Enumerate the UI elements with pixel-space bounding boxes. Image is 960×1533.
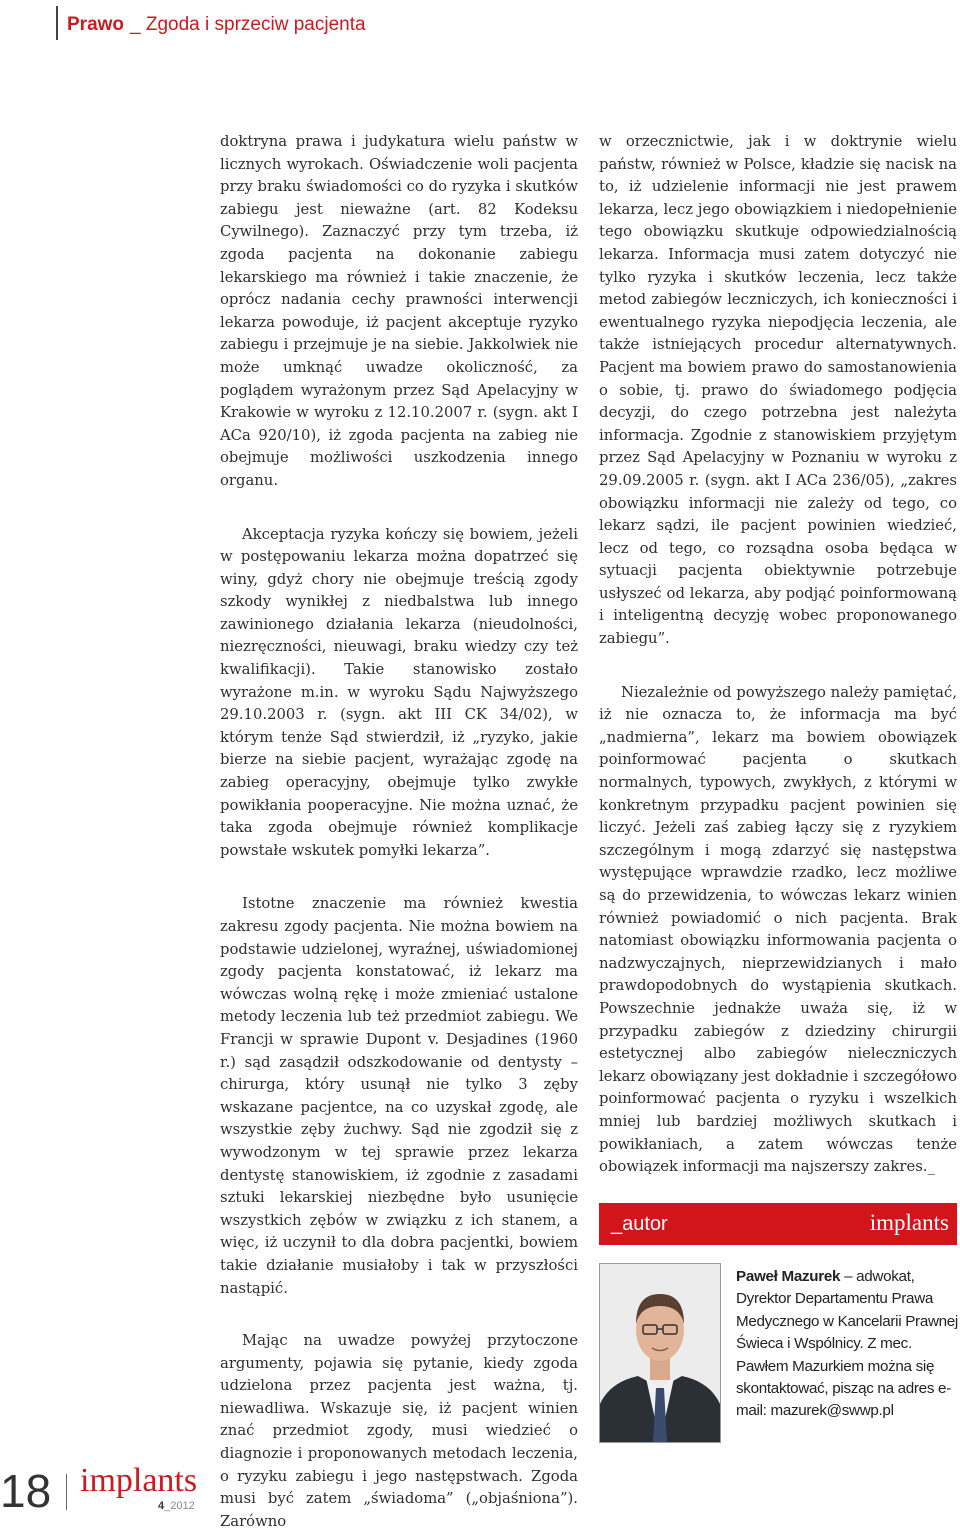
author-bio [736, 1266, 958, 1423]
text-column-left [220, 131, 578, 1533]
issue-number [158, 1500, 195, 1512]
issue-year: _2012 [164, 1500, 195, 1512]
author-label: _autor [611, 1213, 668, 1235]
page-number: 18 [0, 1465, 52, 1517]
paragraph: doktryna prawa i judykatura wielu państw w licznych wyrokach. Oświadczenie woli pacjenta przy braku świadomości co do ryzyka i skutków zabiegu jest nieważne (art. 82 Kodeksu Cywilnego). Zaznaczyć przy tym trzeba, iż zgoda pacjenta na dokonanie zabiegu lekarskiego ma również i takie znaczenie, że oprócz nadania cechy prawności interwencji lekarza powoduje, iż pacjent akceptuje ryzyko zabiegu i przejmuje je na siebie. Jakkolwiek nie może umknąć uwadze okoliczność, za poglądem wyrażonym przez Sąd Apelacyjny w Krakowie w wyroku z 12.10.2007 r. (sygn. akt I ACa 920/10), iż zgoda pacjenta na zabieg nie obejmuje możliwości uszkodzenia innego organu. [220, 133, 578, 489]
footer-divider [66, 1474, 67, 1510]
paragraph: Niezależnie od powyższego należy pamiętać, iż nie oznacza to, że informacja ma być „nadmierna”, lekarz ma bowiem obowiązek poinformować pacjenta o skutkach normalnych, typowych, zwykłych, z którymi w konkretnym przypadku pacjent powinien się liczyć. Jeżeli zaś zabieg łączy się z ryzykiem szczególnym i mogą zdarzyć się następstwa występujące wprawdzie rzadko, lecz możliwe są do przewidzenia, to wówczas lekarz winien również powiadomić o nich pacjenta. Brak natomiast obowiązku informowania pacjenta o nadzwyczajnych, nieprzewidzianych i mało prawdopodobnych do wystąpienia skutkach. Powszechnie jednakże uważa się, iż w przypadku zabiegów z dziedziny chirurgii estetycznej albo zabiegów nieleczniczych lekarz obowiązany jest dokładnie i szczegółowo poinformować pacjenta o ryzyku i wszelkich mniej lub bardziej możliwych skutkach i powikłaniach, a zatem wówczas tenże obowiązek informacji ma najszerszy zakres._ [599, 683, 957, 1176]
footer-logo: implants [80, 1462, 198, 1499]
header-title [67, 14, 366, 36]
paragraph: Akceptacja ryzyka kończy się bowiem, jeżeli w postępowaniu lekarza można dopatrzeć się winy, gdyż chory nie obejmuje treścią zgody szkody wynikłej z niedbalstwa lub innego zawinionego działania lekarza (nieudolności, niezręczności, nieuwagi, braku wiedzy czy też kwalifikacji). Takie stanowisko zostało wyrażone m.in. w wyroku Sądu Najwyższego 29.10.2003 r. (sygn. akt III CK 34/02), w którym tenże Sąd stwierdził, iż „ryzyko, jakie bierze na siebie pacjent, wyrażając zgodę na zabieg operacyjny, obejmuje tylko zwykłe powikłania pooperacyjne. Nie można uznać, że taka zgoda obejmuje również komplikacje powstałe wskutek pomyłki lekarza”. [220, 525, 578, 859]
paragraph: Istotne znaczenie ma również kwestia zakresu zgody pacjenta. Nie można bowiem na podstawie udzielonej, wyraźnej, uświadomionej zgody pacjenta konstatować, iż lekarz ma wówczas wolną rękę i może zmieniać ustalone metody leczenia lub też przedmiot zabiegu. We Francji w sprawie Dupont v. Desjadines (1960 r.) sąd zasądził odszkodowanie od dentysty – chirurga, który usunął nie tylko 3 zęby wskazane pacjentce, na co uzyskał zgodę, ale wszystkie zęby żuchwy. Sąd nie zgodził się z wywodzonym w tej sprawie przez lekarza dentystę stanowiskiem, iż zgodnie z zasadami sztuki lekarskiej niezbędne było usunięcie wszystkich zębów w związku z ich stanem, a więc, iż uczynił to dla dobra pacjentki, bowiem takie działanie musiałoby i tak w przyszłości nastąpić. [220, 895, 578, 1297]
author-banner [599, 1203, 957, 1245]
section-name: Prawo [67, 14, 125, 35]
portrait-image [600, 1264, 720, 1442]
paragraph: Mając na uwadze powyżej przytoczone argumenty, pojawia się pytanie, kiedy zgoda udzielona przez pacjenta jest ważna, tj. niewadliwa. Wskazuje się, iż pacjent winien znać przedmiot zgody, musi wiedzieć o diagnozie i proponowanych metodach leczenia, o ryzyku zabiegu i jego następstwach. Zgoda musi być zatem „świadoma” („objaśniona”). Zarówno [220, 1332, 578, 1530]
issue-value: 4 [158, 1500, 165, 1512]
brand-logo: implants [869, 1210, 949, 1235]
article-subtitle: _ Zgoda i sprzeciw pacjenta [130, 14, 366, 35]
text-column-right [599, 131, 957, 1179]
author-description: – adwokat, Dyrektor Departamentu Prawa Medycznego w Kancelarii Prawnej Świeca i Wspólnicy. Z mec. Pawłem Mazurkiem można się skontaktować, pisząc na adres e-mail: mazurek@swwp.pl [736, 1268, 958, 1420]
paragraph: w orzecznictwie, jak i w doktrynie wielu państw, również w Polsce, kładzie się nacisk na to, iż udzielenie informacji nie jest prawem lekarza, lecz jego obowiązkiem i niedopełnienie tego obowiązku skutkuje odpowiedzialnością lekarza. Informacja musi zatem dotyczyć nie tylko ryzyka i skutków leczenia, lecz także metod zabiegów leczniczych, ich konieczności i ewentualnego ryzyka niepodjęcia leczenia, ale także istniejących procedur alternatywnych. Pacjent ma bowiem prawo do samostanowienia o sobie, tj. prawo do świadomego podjęcia decyzji, do czego potrzebna jest należyta informacja. Zgodnie z stanowiskiem przyjętym przez Sąd Apelacyjny w Poznaniu w wyroku z 29.09.2005 r. (sygn. akt I ACa 236/05), „zakres obowiązku informacji nie zależy od tego, co lekarz sądzi, ile pacjent powinien wiedzieć, lecz od tego, co rozsądna osoba będąca w sytuacji pacjenta obiektywnie potrzebuje usłyszeć od lekarza, aby podjąć poinformowaną i inteligentną decyzję wobec proponowanego zabiegu”. [599, 133, 957, 648]
author-name: Paweł Mazurek [736, 1268, 841, 1285]
author-photo [599, 1263, 721, 1443]
header-divider [56, 6, 58, 40]
